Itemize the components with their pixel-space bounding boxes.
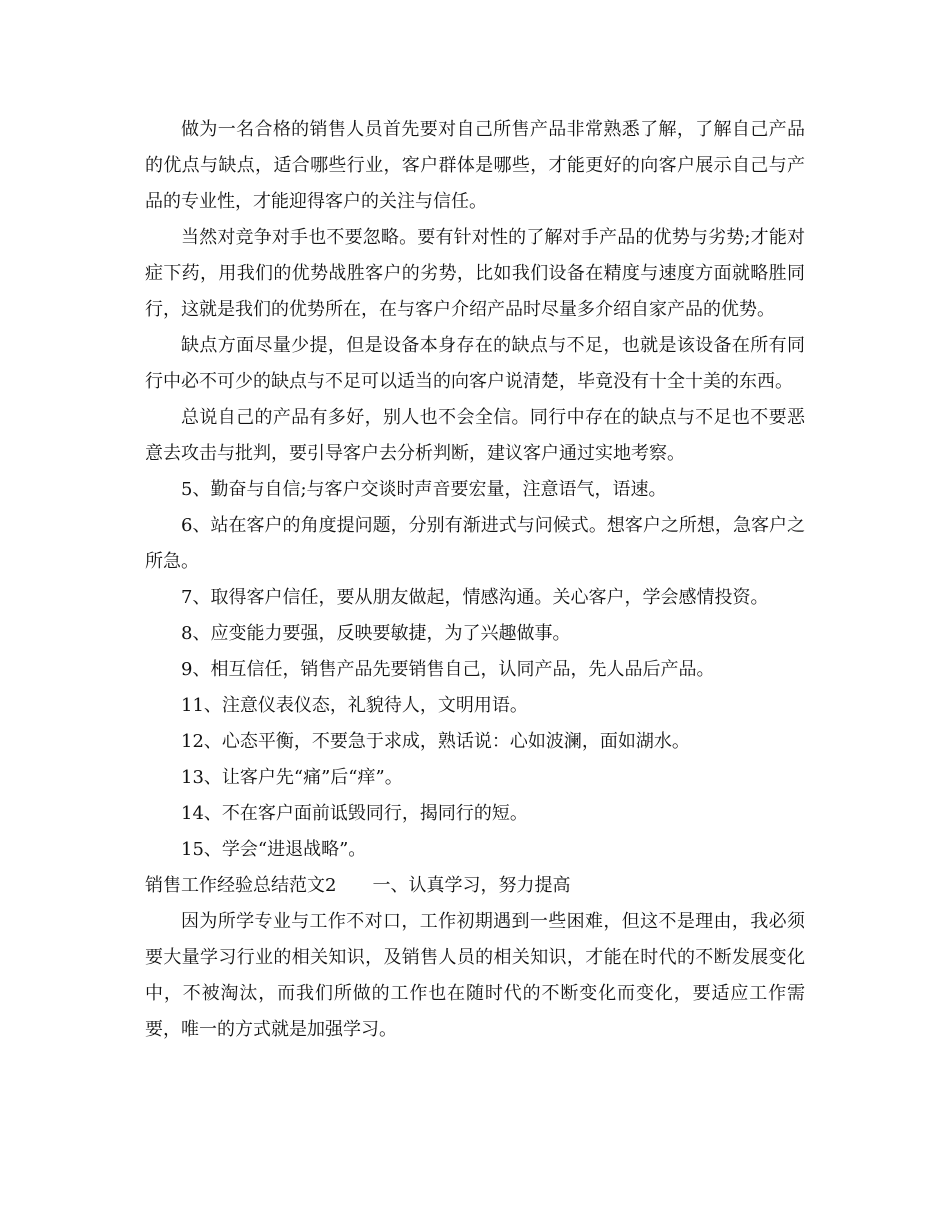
list-item-14: 14、不在客户面前诋毁同行，揭同行的短。 — [181, 803, 528, 824]
list-item-13: 13、让客户先“痛”后“痒”。 — [181, 767, 403, 788]
list-item-6: 6、站在客户的角度提问题，分别有渐进式与问候式。想客户之所想，急客户之所急。 — [145, 515, 805, 572]
paragraph-competitors: 当然对竞争对手也不要忽略。要有针对性的了解对手产品的优势与劣势;才能对症下药，用我们的优势战胜客户的劣势，比如我们设备在精度与速度方面就略胜同行，这就是我们的优势所在，在与客户介绍产品时尽量多介绍自家产品的优势。 — [145, 227, 805, 320]
list-item-9: 9、相互信任，销售产品先要销售自己，认同产品，先人品后产品。 — [181, 659, 715, 680]
list-item-5: 5、勤奋与自信;与客户交谈时声音要宏量，注意语气，语速。 — [181, 479, 667, 500]
list-item-12: 12、心态平衡，不要急于求成，熟话说：心如波澜，面如湖水。 — [181, 731, 690, 752]
paragraph-product-knowledge: 做为一名合格的销售人员首先要对自己所售产品非常熟悉了解，了解自己产品的优点与缺点，适合哪些行业，客户群体是哪些，才能更好的向客户展示自己与产品的专业性，才能迎得客户的关注与信任。 — [145, 119, 805, 212]
paragraph-shortcomings: 缺点方面尽量少提，但是设备本身存在的缺点与不足，也就是该设备在所有同行中必不可少的缺点与不足可以适当的向客户说清楚，毕竟没有十全十美的东西。 — [145, 335, 805, 392]
document-body — [145, 112, 805, 1048]
paragraph-learning: 因为所学专业与工作不对口，工作初期遇到一些困难，但这不是理由，我必须要大量学习行业的相关知识，及销售人员的相关知识，才能在时代的不断发展变化中，不被淘汰，而我们所做的工作也在随时代的不断变化而变化，要适应工作需要，唯一的方式就是加强学习。 — [145, 911, 805, 1040]
list-item-8: 8、应变能力要强，反映要敏捷，为了兴趣做事。 — [181, 623, 571, 644]
list-item-11: 11、注意仪表仪态，礼貌待人，文明用语。 — [181, 695, 528, 716]
list-item-7: 7、取得客户信任，要从朋友做起，情感沟通。关心客户，学会感情投资。 — [181, 587, 769, 608]
section-heading: 销售工作经验总结范文2 一、认真学习，努力提高 — [145, 875, 571, 896]
paragraph-credibility: 总说自己的产品有多好，别人也不会全信。同行中存在的缺点与不足也不要恶意去攻击与批判，要引导客户去分析判断，建议客户通过实地考察。 — [145, 407, 805, 464]
list-item-15: 15、学会“进退战略”。 — [181, 839, 367, 860]
